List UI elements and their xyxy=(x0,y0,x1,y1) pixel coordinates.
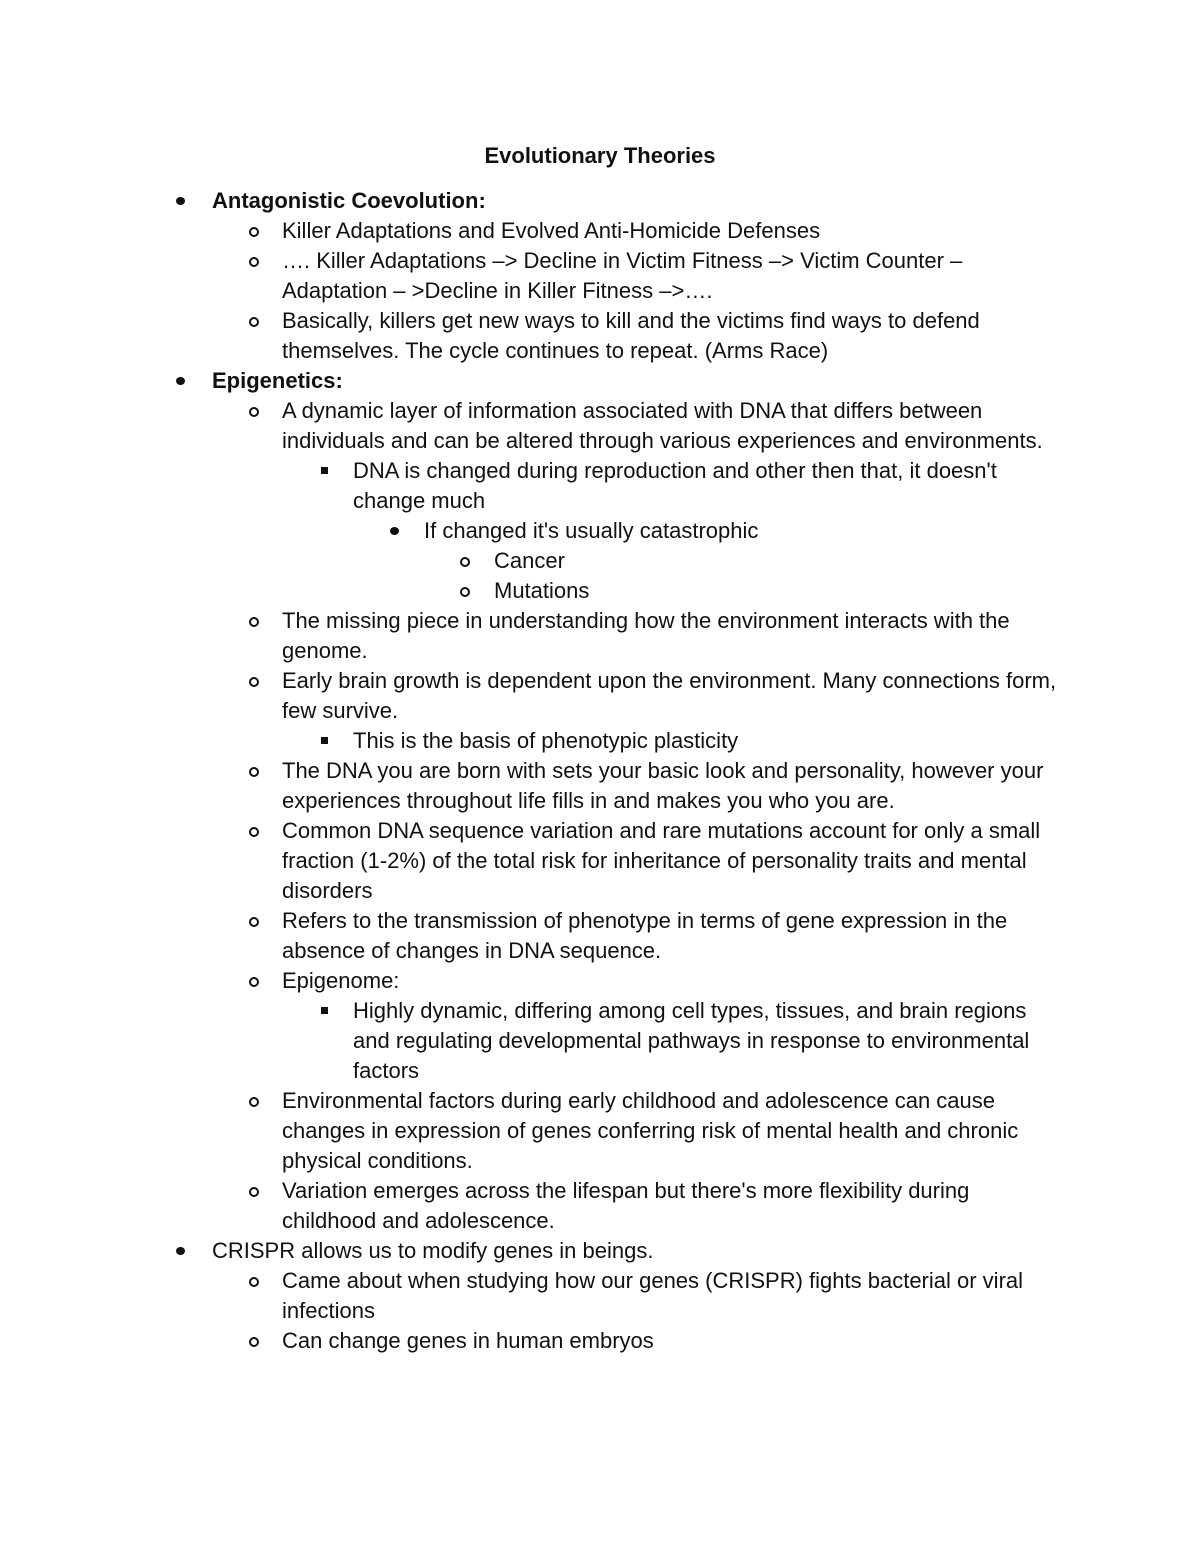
section-heading: Antagonistic Coevolution: xyxy=(212,188,486,213)
list-item-text: Early brain growth is dependent upon the environment. Many connections form, few survive. xyxy=(282,668,1057,723)
list-item xyxy=(0,306,1200,366)
list-item xyxy=(0,216,1200,246)
circle-bullet-icon xyxy=(249,1086,261,1116)
section-antagonistic-coevolution xyxy=(0,186,1200,216)
list-item-text: This is the basis of phenotypic plasticity xyxy=(353,728,739,753)
list-item xyxy=(0,906,1200,966)
section-crispr xyxy=(0,1236,1200,1266)
circle-bullet-icon xyxy=(249,966,261,996)
list-item-text: Common DNA sequence variation and rare mutations account for only a small fraction (1-2%) of the total risk for inheritance of personality traits and mental disorders xyxy=(282,818,1041,903)
list-item-text: Mutations xyxy=(494,578,590,603)
circle-bullet-icon xyxy=(249,396,261,426)
list-item xyxy=(0,756,1200,816)
list-item-text: A dynamic layer of information associated with DNA that differs between individuals and can be altered through various experiences and environments. xyxy=(282,398,1043,453)
list-item-text: Basically, killers get new ways to kill and the victims find ways to defend themselves. The cycle continues to repeat. (Arms Race) xyxy=(282,308,980,363)
list-item-text: Can change genes in human embryos xyxy=(282,1328,654,1353)
square-bullet-icon xyxy=(320,996,332,1026)
list-item-text: Epigenome: xyxy=(282,968,400,993)
list-item-text: If changed it's usually catastrophic xyxy=(424,518,759,543)
list-item xyxy=(0,996,1200,1086)
list-item-text: Cancer xyxy=(494,548,565,573)
list-item xyxy=(0,546,1200,576)
disc-bullet-icon xyxy=(176,1236,188,1266)
list-item xyxy=(0,816,1200,906)
list-item xyxy=(0,576,1200,606)
disc-bullet-icon xyxy=(390,516,402,546)
circle-bullet-icon xyxy=(460,576,472,606)
square-bullet-icon xyxy=(320,456,332,486)
circle-bullet-icon xyxy=(460,546,472,576)
circle-bullet-icon xyxy=(249,606,261,636)
circle-bullet-icon xyxy=(249,756,261,786)
list-item-text: The missing piece in understanding how the environment interacts with the genome. xyxy=(282,608,1010,663)
list-item xyxy=(0,1086,1200,1176)
list-item-text: Variation emerges across the lifespan but there's more flexibility during childhood and adolescence. xyxy=(282,1178,970,1233)
list-item xyxy=(0,396,1200,456)
circle-bullet-icon xyxy=(249,306,261,336)
list-item-text: …. Killer Adaptations –> Decline in Victim Fitness –> Victim Counter – Adaptation – >Decline in Killer Fitness –>…. xyxy=(282,248,963,303)
square-bullet-icon xyxy=(320,726,332,756)
list-item xyxy=(0,1326,1200,1356)
list-item xyxy=(0,516,1200,546)
list-item-text: Environmental factors during early childhood and adolescence can cause changes in expression of genes conferring risk of mental health and chronic physical conditions. xyxy=(282,1088,1019,1173)
list-item-text: Came about when studying how our genes (CRISPR) fights bacterial or viral infections xyxy=(282,1268,1024,1323)
list-item-text: The DNA you are born with sets your basic look and personality, however your experiences throughout life fills in and makes you who you are. xyxy=(282,758,1044,813)
list-item xyxy=(0,666,1200,726)
page-title: Evolutionary Theories xyxy=(484,143,716,168)
list-item xyxy=(0,1266,1200,1326)
section-epigenetics xyxy=(0,366,1200,396)
list-item xyxy=(0,726,1200,756)
notes-outline xyxy=(0,186,1200,1356)
circle-bullet-icon xyxy=(249,816,261,846)
list-item xyxy=(0,246,1200,306)
list-item xyxy=(0,456,1200,516)
circle-bullet-icon xyxy=(249,1176,261,1206)
list-item-text: Highly dynamic, differing among cell types, tissues, and brain regions and regulating developmental pathways in response to environmental factors xyxy=(353,998,1030,1083)
circle-bullet-icon xyxy=(249,1266,261,1296)
disc-bullet-icon xyxy=(176,186,188,216)
list-item xyxy=(0,1176,1200,1236)
list-item xyxy=(0,606,1200,666)
circle-bullet-icon xyxy=(249,906,261,936)
list-item-text: Refers to the transmission of phenotype in terms of gene expression in the absence of changes in DNA sequence. xyxy=(282,908,1008,963)
list-item-text: Killer Adaptations and Evolved Anti-Homicide Defenses xyxy=(282,218,821,243)
circle-bullet-icon xyxy=(249,216,261,246)
list-item xyxy=(0,966,1200,996)
circle-bullet-icon xyxy=(249,666,261,696)
disc-bullet-icon xyxy=(176,366,188,396)
section-heading: CRISPR allows us to modify genes in beings. xyxy=(212,1238,654,1263)
circle-bullet-icon xyxy=(249,246,261,276)
circle-bullet-icon xyxy=(249,1326,261,1356)
list-item-text: DNA is changed during reproduction and other then that, it doesn't change much xyxy=(353,458,997,513)
section-heading: Epigenetics: xyxy=(212,368,343,393)
